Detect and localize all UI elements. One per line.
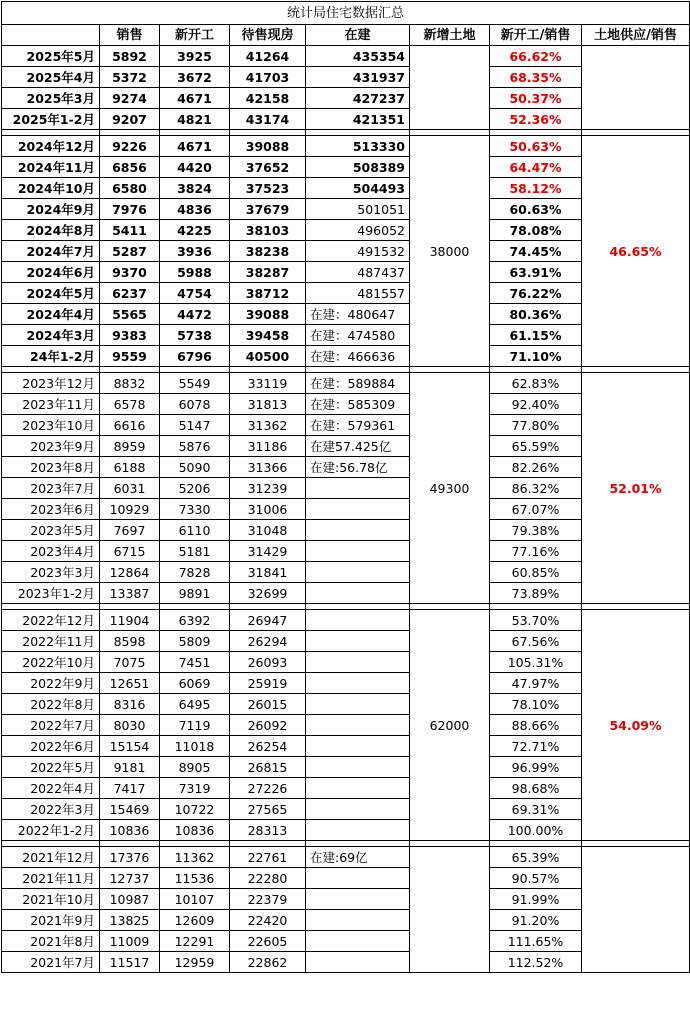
- starts-sales-ratio-cell: 111.65%: [490, 931, 582, 952]
- starts-cell: 5988: [160, 262, 230, 283]
- sales-cell: 6578: [100, 394, 160, 415]
- sales-cell: 9559: [100, 346, 160, 367]
- starts-cell: 3672: [160, 67, 230, 88]
- sales-cell: 8316: [100, 694, 160, 715]
- month-cell: 2022年8月: [2, 694, 100, 715]
- header-cell-month: [2, 25, 100, 46]
- starts-cell: 5809: [160, 631, 230, 652]
- month-cell: 2024年12月: [2, 136, 100, 157]
- construction-cell: 504493: [306, 178, 410, 199]
- header-cell-new-land: 新增土地: [410, 25, 490, 46]
- sales-cell: 5372: [100, 67, 160, 88]
- sales-cell: 8832: [100, 373, 160, 394]
- inventory-cell: 37652: [230, 157, 306, 178]
- inventory-cell: 39088: [230, 136, 306, 157]
- starts-sales-ratio-cell: 86.32%: [490, 478, 582, 499]
- starts-cell: 4420: [160, 157, 230, 178]
- sales-cell: 5287: [100, 241, 160, 262]
- month-cell: 2021年11月: [2, 868, 100, 889]
- month-cell: 2023年7月: [2, 478, 100, 499]
- sales-cell: 6188: [100, 457, 160, 478]
- sales-cell: 8598: [100, 631, 160, 652]
- inventory-cell: 39088: [230, 304, 306, 325]
- starts-cell: 6078: [160, 394, 230, 415]
- construction-cell: [306, 562, 410, 583]
- construction-cell: [306, 610, 410, 631]
- construction-cell: 421351: [306, 109, 410, 130]
- construction-cell: [306, 778, 410, 799]
- month-cell: 2024年6月: [2, 262, 100, 283]
- construction-cell: 在建：480647: [306, 304, 410, 325]
- sales-cell: 7417: [100, 778, 160, 799]
- sales-cell: 6031: [100, 478, 160, 499]
- data-table: [1, 1, 690, 973]
- sales-cell: 12864: [100, 562, 160, 583]
- sales-cell: 7075: [100, 652, 160, 673]
- sales-cell: 13387: [100, 583, 160, 604]
- sales-cell: 5892: [100, 46, 160, 67]
- starts-cell: 4225: [160, 220, 230, 241]
- construction-cell: [306, 652, 410, 673]
- month-cell: 2023年8月: [2, 457, 100, 478]
- inventory-cell: 42158: [230, 88, 306, 109]
- starts-cell: 5090: [160, 457, 230, 478]
- sales-cell: 9226: [100, 136, 160, 157]
- header-row: [2, 25, 690, 46]
- starts-cell: 12291: [160, 931, 230, 952]
- table-title: 统计局住宅数据汇总: [2, 2, 690, 25]
- starts-cell: 4671: [160, 136, 230, 157]
- month-cell: 2023年5月: [2, 520, 100, 541]
- sales-cell: 6616: [100, 415, 160, 436]
- month-cell: 2023年10月: [2, 415, 100, 436]
- starts-sales-ratio-cell: 79.38%: [490, 520, 582, 541]
- starts-cell: 6796: [160, 346, 230, 367]
- starts-cell: 5549: [160, 373, 230, 394]
- inventory-cell: 41264: [230, 46, 306, 67]
- starts-sales-ratio-cell: 112.52%: [490, 952, 582, 973]
- month-cell: 2024年10月: [2, 178, 100, 199]
- starts-sales-ratio-cell: 82.26%: [490, 457, 582, 478]
- land-supply-ratio-cell: 52.01%: [582, 373, 690, 604]
- starts-sales-ratio-cell: 61.15%: [490, 325, 582, 346]
- month-cell: 2022年5月: [2, 757, 100, 778]
- month-cell: 24年1-2月: [2, 346, 100, 367]
- construction-cell: [306, 820, 410, 841]
- starts-sales-ratio-cell: 100.00%: [490, 820, 582, 841]
- starts-sales-ratio-cell: 96.99%: [490, 757, 582, 778]
- inventory-cell: 26015: [230, 694, 306, 715]
- construction-cell: 487437: [306, 262, 410, 283]
- starts-cell: 7330: [160, 499, 230, 520]
- new-land-cell: 62000: [410, 610, 490, 841]
- starts-cell: 3925: [160, 46, 230, 67]
- starts-sales-ratio-cell: 68.35%: [490, 67, 582, 88]
- construction-cell: [306, 757, 410, 778]
- construction-cell: [306, 673, 410, 694]
- inventory-cell: 22862: [230, 952, 306, 973]
- land-supply-ratio-cell: 54.09%: [582, 610, 690, 841]
- starts-sales-ratio-cell: 91.20%: [490, 910, 582, 931]
- starts-sales-ratio-cell: 67.07%: [490, 499, 582, 520]
- starts-sales-ratio-cell: 62.83%: [490, 373, 582, 394]
- starts-cell: 5181: [160, 541, 230, 562]
- construction-cell: [306, 631, 410, 652]
- inventory-cell: 38712: [230, 283, 306, 304]
- month-cell: 2025年5月: [2, 46, 100, 67]
- month-cell: 2021年8月: [2, 931, 100, 952]
- starts-cell: 11536: [160, 868, 230, 889]
- inventory-cell: 26815: [230, 757, 306, 778]
- sales-cell: 8030: [100, 715, 160, 736]
- inventory-cell: 39458: [230, 325, 306, 346]
- inventory-cell: 31813: [230, 394, 306, 415]
- inventory-cell: 33119: [230, 373, 306, 394]
- construction-cell: 481557: [306, 283, 410, 304]
- starts-cell: 3824: [160, 178, 230, 199]
- starts-cell: 4836: [160, 199, 230, 220]
- inventory-cell: 26294: [230, 631, 306, 652]
- starts-sales-ratio-cell: 53.70%: [490, 610, 582, 631]
- sales-cell: 12651: [100, 673, 160, 694]
- construction-cell: 在建：466636: [306, 346, 410, 367]
- inventory-cell: 40500: [230, 346, 306, 367]
- starts-cell: 5206: [160, 478, 230, 499]
- inventory-cell: 22420: [230, 910, 306, 931]
- starts-cell: 10107: [160, 889, 230, 910]
- starts-cell: 7828: [160, 562, 230, 583]
- construction-cell: 491532: [306, 241, 410, 262]
- construction-cell: 在建：474580: [306, 325, 410, 346]
- construction-cell: [306, 736, 410, 757]
- construction-cell: [306, 910, 410, 931]
- land-supply-ratio-cell: [582, 847, 690, 973]
- construction-cell: 508389: [306, 157, 410, 178]
- starts-cell: 3936: [160, 241, 230, 262]
- sales-cell: 7976: [100, 199, 160, 220]
- inventory-cell: 28313: [230, 820, 306, 841]
- sales-cell: 11009: [100, 931, 160, 952]
- new-land-cell: 49300: [410, 373, 490, 604]
- construction-cell: 在建57.425亿: [306, 436, 410, 457]
- starts-sales-ratio-cell: 90.57%: [490, 868, 582, 889]
- header-cell-construction: 在建: [306, 25, 410, 46]
- sales-cell: 6856: [100, 157, 160, 178]
- inventory-cell: 43174: [230, 109, 306, 130]
- starts-sales-ratio-cell: 65.59%: [490, 436, 582, 457]
- starts-sales-ratio-cell: 50.37%: [490, 88, 582, 109]
- month-cell: 2024年4月: [2, 304, 100, 325]
- starts-cell: 10836: [160, 820, 230, 841]
- inventory-cell: 25919: [230, 673, 306, 694]
- month-cell: 2021年10月: [2, 889, 100, 910]
- construction-cell: 496052: [306, 220, 410, 241]
- header-cell-starts-sales-ratio: 新开工/销售: [490, 25, 582, 46]
- starts-sales-ratio-cell: 64.47%: [490, 157, 582, 178]
- month-cell: 2022年7月: [2, 715, 100, 736]
- month-cell: 2023年12月: [2, 373, 100, 394]
- inventory-cell: 31239: [230, 478, 306, 499]
- sales-cell: 11517: [100, 952, 160, 973]
- starts-cell: 4671: [160, 88, 230, 109]
- inventory-cell: 41703: [230, 67, 306, 88]
- starts-cell: 7119: [160, 715, 230, 736]
- inventory-cell: 31366: [230, 457, 306, 478]
- starts-cell: 6495: [160, 694, 230, 715]
- month-cell: 2023年11月: [2, 394, 100, 415]
- month-cell: 2021年7月: [2, 952, 100, 973]
- inventory-cell: 22280: [230, 868, 306, 889]
- sales-cell: 13825: [100, 910, 160, 931]
- construction-cell: [306, 868, 410, 889]
- starts-cell: 11018: [160, 736, 230, 757]
- month-cell: 2022年11月: [2, 631, 100, 652]
- starts-cell: 6110: [160, 520, 230, 541]
- sales-cell: 9370: [100, 262, 160, 283]
- inventory-cell: 37679: [230, 199, 306, 220]
- construction-cell: 在建：589884: [306, 373, 410, 394]
- starts-cell: 7319: [160, 778, 230, 799]
- starts-cell: 7451: [160, 652, 230, 673]
- month-cell: 2024年9月: [2, 199, 100, 220]
- construction-cell: [306, 715, 410, 736]
- starts-sales-ratio-cell: 92.40%: [490, 394, 582, 415]
- construction-cell: 431937: [306, 67, 410, 88]
- sales-cell: 17376: [100, 847, 160, 868]
- starts-sales-ratio-cell: 77.16%: [490, 541, 582, 562]
- sales-cell: 11904: [100, 610, 160, 631]
- month-cell: 2023年6月: [2, 499, 100, 520]
- sales-cell: 10836: [100, 820, 160, 841]
- starts-cell: 4754: [160, 283, 230, 304]
- inventory-cell: 26947: [230, 610, 306, 631]
- month-cell: 2023年9月: [2, 436, 100, 457]
- inventory-cell: 22605: [230, 931, 306, 952]
- starts-sales-ratio-cell: 47.97%: [490, 673, 582, 694]
- sales-cell: 9181: [100, 757, 160, 778]
- month-cell: 2022年6月: [2, 736, 100, 757]
- starts-sales-ratio-cell: 91.99%: [490, 889, 582, 910]
- month-cell: 2022年10月: [2, 652, 100, 673]
- sales-cell: 9207: [100, 109, 160, 130]
- header-cell-sales: 销售: [100, 25, 160, 46]
- month-cell: 2024年5月: [2, 283, 100, 304]
- new-land-cell: [410, 847, 490, 973]
- construction-cell: 在建:56.78亿: [306, 457, 410, 478]
- starts-sales-ratio-cell: 105.31%: [490, 652, 582, 673]
- month-cell: 2023年3月: [2, 562, 100, 583]
- starts-sales-ratio-cell: 66.62%: [490, 46, 582, 67]
- new-land-cell: 38000: [410, 136, 490, 367]
- inventory-cell: 27565: [230, 799, 306, 820]
- starts-sales-ratio-cell: 73.89%: [490, 583, 582, 604]
- sales-cell: 7697: [100, 520, 160, 541]
- inventory-cell: 31006: [230, 499, 306, 520]
- starts-sales-ratio-cell: 72.71%: [490, 736, 582, 757]
- starts-sales-ratio-cell: 74.45%: [490, 241, 582, 262]
- construction-cell: 435354: [306, 46, 410, 67]
- month-cell: 2025年3月: [2, 88, 100, 109]
- month-cell: 2023年1-2月: [2, 583, 100, 604]
- month-cell: 2024年3月: [2, 325, 100, 346]
- inventory-cell: 38103: [230, 220, 306, 241]
- sales-cell: 6237: [100, 283, 160, 304]
- starts-sales-ratio-cell: 65.39%: [490, 847, 582, 868]
- inventory-cell: 26092: [230, 715, 306, 736]
- starts-cell: 10722: [160, 799, 230, 820]
- inventory-cell: 31362: [230, 415, 306, 436]
- header-cell-starts: 新开工: [160, 25, 230, 46]
- sales-cell: 9383: [100, 325, 160, 346]
- table-row: [2, 847, 690, 868]
- sales-cell: 8959: [100, 436, 160, 457]
- starts-sales-ratio-cell: 77.80%: [490, 415, 582, 436]
- month-cell: 2022年9月: [2, 673, 100, 694]
- inventory-cell: 22761: [230, 847, 306, 868]
- starts-sales-ratio-cell: 71.10%: [490, 346, 582, 367]
- construction-cell: [306, 583, 410, 604]
- starts-sales-ratio-cell: 52.36%: [490, 109, 582, 130]
- construction-cell: [306, 478, 410, 499]
- inventory-cell: 31048: [230, 520, 306, 541]
- month-cell: 2022年12月: [2, 610, 100, 631]
- starts-cell: 6069: [160, 673, 230, 694]
- starts-cell: 6392: [160, 610, 230, 631]
- month-cell: 2021年12月: [2, 847, 100, 868]
- table-row: [2, 46, 690, 67]
- construction-cell: 在建:69亿: [306, 847, 410, 868]
- starts-sales-ratio-cell: 50.63%: [490, 136, 582, 157]
- starts-sales-ratio-cell: 69.31%: [490, 799, 582, 820]
- construction-cell: 501051: [306, 199, 410, 220]
- table-row: [2, 373, 690, 394]
- starts-cell: 11362: [160, 847, 230, 868]
- month-cell: 2025年1-2月: [2, 109, 100, 130]
- starts-sales-ratio-cell: 76.22%: [490, 283, 582, 304]
- month-cell: 2022年1-2月: [2, 820, 100, 841]
- sales-cell: 12737: [100, 868, 160, 889]
- inventory-cell: 31186: [230, 436, 306, 457]
- month-cell: 2021年9月: [2, 910, 100, 931]
- new-land-cell: [410, 46, 490, 130]
- header-cell-land-supply-ratio: 土地供应/销售: [582, 25, 690, 46]
- construction-cell: [306, 889, 410, 910]
- starts-sales-ratio-cell: 80.36%: [490, 304, 582, 325]
- construction-cell: 在建：579361: [306, 415, 410, 436]
- sales-cell: 15154: [100, 736, 160, 757]
- month-cell: 2022年4月: [2, 778, 100, 799]
- starts-cell: 5738: [160, 325, 230, 346]
- sales-cell: 6715: [100, 541, 160, 562]
- construction-cell: [306, 952, 410, 973]
- starts-cell: 5147: [160, 415, 230, 436]
- construction-cell: 在建：585309: [306, 394, 410, 415]
- inventory-cell: 32699: [230, 583, 306, 604]
- construction-cell: 427237: [306, 88, 410, 109]
- starts-sales-ratio-cell: 98.68%: [490, 778, 582, 799]
- starts-sales-ratio-cell: 78.08%: [490, 220, 582, 241]
- construction-cell: [306, 520, 410, 541]
- starts-cell: 9891: [160, 583, 230, 604]
- month-cell: 2025年4月: [2, 67, 100, 88]
- starts-cell: 5876: [160, 436, 230, 457]
- inventory-cell: 26093: [230, 652, 306, 673]
- starts-sales-ratio-cell: 67.56%: [490, 631, 582, 652]
- construction-cell: [306, 694, 410, 715]
- sales-cell: 10929: [100, 499, 160, 520]
- land-supply-ratio-cell: 46.65%: [582, 136, 690, 367]
- inventory-cell: 22379: [230, 889, 306, 910]
- month-cell: 2024年8月: [2, 220, 100, 241]
- inventory-cell: 27226: [230, 778, 306, 799]
- month-cell: 2023年4月: [2, 541, 100, 562]
- sales-cell: 5565: [100, 304, 160, 325]
- starts-sales-ratio-cell: 88.66%: [490, 715, 582, 736]
- construction-cell: [306, 931, 410, 952]
- construction-cell: [306, 541, 410, 562]
- inventory-cell: 38287: [230, 262, 306, 283]
- inventory-cell: 37523: [230, 178, 306, 199]
- table-row: [2, 610, 690, 631]
- construction-cell: [306, 499, 410, 520]
- starts-cell: 8905: [160, 757, 230, 778]
- land-supply-ratio-cell: [582, 46, 690, 130]
- starts-cell: 12609: [160, 910, 230, 931]
- construction-cell: [306, 799, 410, 820]
- sales-cell: 9274: [100, 88, 160, 109]
- starts-sales-ratio-cell: 58.12%: [490, 178, 582, 199]
- sales-cell: 10987: [100, 889, 160, 910]
- inventory-cell: 31429: [230, 541, 306, 562]
- inventory-cell: 26254: [230, 736, 306, 757]
- starts-sales-ratio-cell: 78.10%: [490, 694, 582, 715]
- sales-cell: 6580: [100, 178, 160, 199]
- construction-cell: 513330: [306, 136, 410, 157]
- starts-sales-ratio-cell: 60.63%: [490, 199, 582, 220]
- month-cell: 2024年11月: [2, 157, 100, 178]
- starts-cell: 12959: [160, 952, 230, 973]
- table-row: [2, 136, 690, 157]
- inventory-cell: 38238: [230, 241, 306, 262]
- starts-sales-ratio-cell: 60.85%: [490, 562, 582, 583]
- sales-cell: 5411: [100, 220, 160, 241]
- starts-cell: 4472: [160, 304, 230, 325]
- sales-cell: 15469: [100, 799, 160, 820]
- header-cell-inventory: 待售现房: [230, 25, 306, 46]
- month-cell: 2024年7月: [2, 241, 100, 262]
- starts-sales-ratio-cell: 63.91%: [490, 262, 582, 283]
- starts-cell: 4821: [160, 109, 230, 130]
- inventory-cell: 31841: [230, 562, 306, 583]
- month-cell: 2022年3月: [2, 799, 100, 820]
